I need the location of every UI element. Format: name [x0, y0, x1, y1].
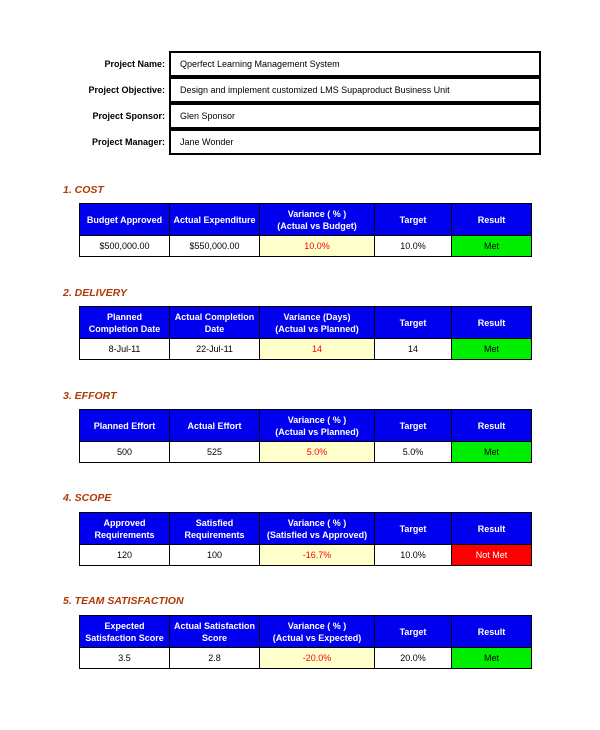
table-row: [80, 236, 532, 257]
cell-col-2: 22-Jul-11: [170, 339, 260, 360]
section-title-delivery: 2. DELIVERY: [63, 287, 127, 299]
metric-table-cost: [79, 203, 532, 257]
cell-variance: -20.0%: [260, 648, 375, 669]
section-title-team-satisfaction: 5. TEAM SATISFACTION: [63, 595, 184, 607]
metric-table-scope: [79, 512, 532, 566]
table-header-row: [80, 410, 532, 442]
metric-table-team-satisfaction: [79, 615, 532, 669]
project-name-label: Project Name:: [104, 59, 165, 69]
header-result: Result: [452, 616, 532, 648]
header-result: Result: [452, 204, 532, 236]
header-col-1: Expected Satisfaction Score: [80, 616, 170, 648]
project-objective-row: [0, 77, 165, 103]
header-variance: Variance ( % ) (Actual vs Planned): [260, 410, 375, 442]
cell-variance: 10.0%: [260, 236, 375, 257]
header-target: Target: [375, 204, 452, 236]
table-header-row: [80, 513, 532, 545]
project-manager-label: Project Manager:: [91, 137, 165, 147]
cell-result: Met: [452, 339, 532, 360]
metric-table-effort: [79, 409, 532, 463]
header-result: Result: [452, 307, 532, 339]
table-header-row: [80, 307, 532, 339]
cell-target: 20.0%: [375, 648, 452, 669]
cell-variance: 14: [260, 339, 375, 360]
project-manager-field: Jane Wonder: [169, 129, 541, 155]
cell-col-1: 8-Jul-11: [80, 339, 170, 360]
cell-col-1: 120: [80, 545, 170, 566]
header-target: Target: [375, 513, 452, 545]
cell-col-2: $550,000.00: [170, 236, 260, 257]
table-header-row: [80, 204, 532, 236]
cell-col-1: 3.5: [80, 648, 170, 669]
project-sponsor-label: Project Sponsor:: [92, 111, 165, 121]
project-objective-field: Design and implement customized LMS Supaproduct Business Unit: [169, 77, 541, 103]
cell-variance: -16.7%: [260, 545, 375, 566]
cell-result: Met: [452, 442, 532, 463]
cell-result: Met: [452, 648, 532, 669]
table-row: [80, 545, 532, 566]
project-sponsor-row: [0, 103, 165, 129]
header-col-2: Actual Expenditure: [170, 204, 260, 236]
header-col-1: Planned Completion Date: [80, 307, 170, 339]
cell-target: 10.0%: [375, 236, 452, 257]
cell-col-2: 100: [170, 545, 260, 566]
cell-variance: 5.0%: [260, 442, 375, 463]
header-result: Result: [452, 513, 532, 545]
header-target: Target: [375, 410, 452, 442]
section-title-effort: 3. EFFORT: [63, 390, 117, 402]
header-target: Target: [375, 616, 452, 648]
header-variance: Variance ( % ) (Satisfied vs Approved): [260, 513, 375, 545]
header-col-2: Actual Completion Date: [170, 307, 260, 339]
header-col-1: Approved Requirements: [80, 513, 170, 545]
cell-col-2: 2.8: [170, 648, 260, 669]
header-variance: Variance ( % ) (Actual vs Budget): [260, 204, 375, 236]
project-name-row: [0, 51, 165, 77]
header-target: Target: [375, 307, 452, 339]
cell-col-1: $500,000.00: [80, 236, 170, 257]
project-objective-label: Project Objective:: [88, 85, 165, 95]
header-variance: Variance ( % ) (Actual vs Expected): [260, 616, 375, 648]
project-name-field: Qperfect Learning Management System: [169, 51, 541, 77]
cell-col-1: 500: [80, 442, 170, 463]
metric-table-delivery: [79, 306, 532, 360]
header-col-2: Actual Satisfaction Score: [170, 616, 260, 648]
header-col-2: Actual Effort: [170, 410, 260, 442]
header-col-2: Satisfied Requirements: [170, 513, 260, 545]
cell-result: Met: [452, 236, 532, 257]
table-header-row: [80, 616, 532, 648]
header-col-1: Budget Approved: [80, 204, 170, 236]
cell-target: 10.0%: [375, 545, 452, 566]
cell-target: 5.0%: [375, 442, 452, 463]
table-row: [80, 339, 532, 360]
section-title-cost: 1. COST: [63, 184, 104, 196]
section-title-scope: 4. SCOPE: [63, 492, 112, 504]
header-col-1: Planned Effort: [80, 410, 170, 442]
cell-result: Not Met: [452, 545, 532, 566]
header-result: Result: [452, 410, 532, 442]
table-row: [80, 442, 532, 463]
project-manager-row: [0, 129, 165, 155]
cell-target: 14: [375, 339, 452, 360]
table-row: [80, 648, 532, 669]
cell-col-2: 525: [170, 442, 260, 463]
header-variance: Variance (Days) (Actual vs Planned): [260, 307, 375, 339]
project-sponsor-field: Glen Sponsor: [169, 103, 541, 129]
